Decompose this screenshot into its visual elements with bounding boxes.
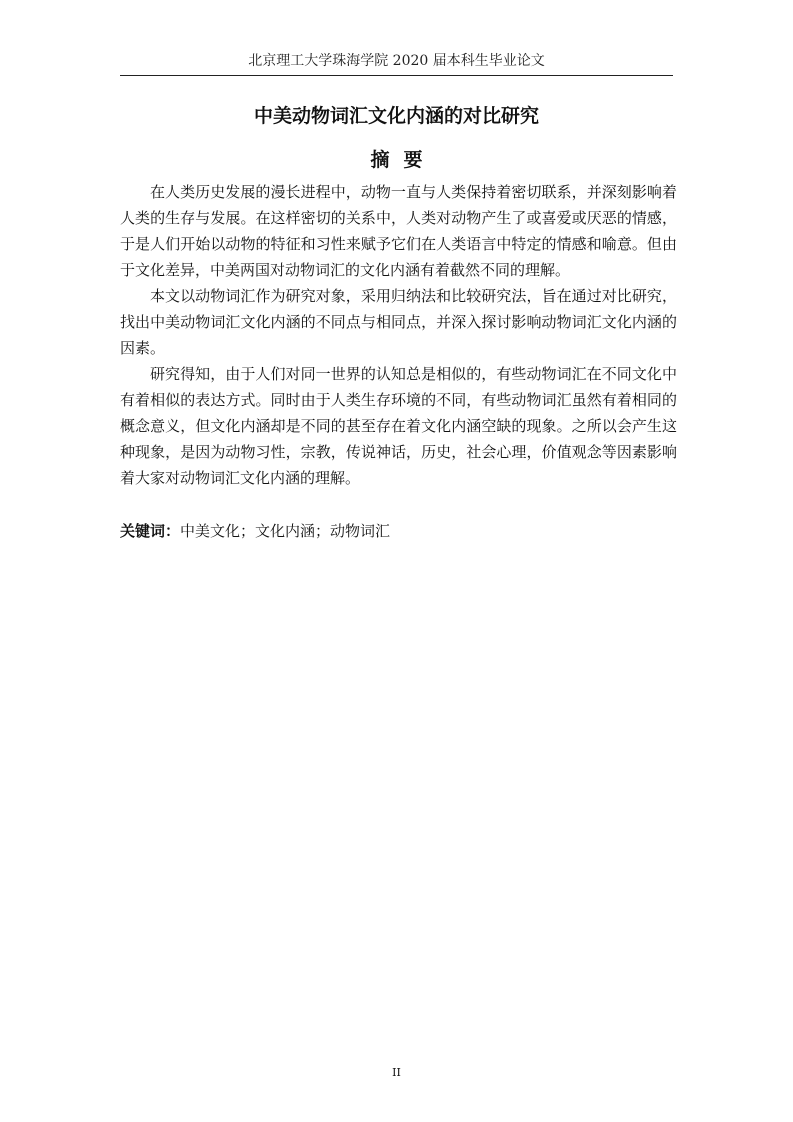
header-divider [120, 75, 673, 76]
abstract-heading: 摘要 [370, 149, 437, 171]
page-number: II [392, 1066, 401, 1079]
abstract-paragraph-3: 研究得知，由于人们对同一世界的认知总是相似的，有些动物词汇在不同文化中有着相似的表达方式。同时由于人类生存环境的不同，有些动物词汇虽然有着相同的概念意义，但文化内涵却是不同的甚至存在着文化内涵空缺的现象。之所以会产生这种现象，是因为动物习性，宗教，传说神话，历史，社会心理，价值观念等因素影响着大家对动物词汇文化内涵的理解。 [120, 365, 677, 487]
keywords-label: 关键词： [120, 522, 181, 540]
running-header: 北京理工大学珠海学院 2020 届本科生毕业论文 [248, 53, 545, 69]
keywords-line [120, 518, 673, 544]
thesis-title: 中美动物词汇文化内涵的对比研究 [253, 105, 539, 127]
keywords-value: 中美文化；文化内涵；动物词汇 [180, 522, 391, 540]
abstract-paragraph-2: 本文以动物词汇作为研究对象，采用归纳法和比较研究法，旨在通过对比研究，找出中美动物词汇文化内涵的不同点与相同点，并深入探讨影响动物词汇文化内涵的因素。 [120, 287, 677, 357]
abstract-paragraph-1: 在人类历史发展的漫长进程中，动物一直与人类保持着密切联系，并深刻影响着人类的生存与发展。在这样密切的关系中，人类对动物产生了或喜爱或厌恶的情感，于是人们开始以动物的特征和习性来赋予它们在人类语言中特定的情感和喻意。但由于文化差异，中美两国对动物词汇的文化内涵有着截然不同的理解。 [120, 183, 677, 279]
abstract-body [120, 179, 677, 491]
